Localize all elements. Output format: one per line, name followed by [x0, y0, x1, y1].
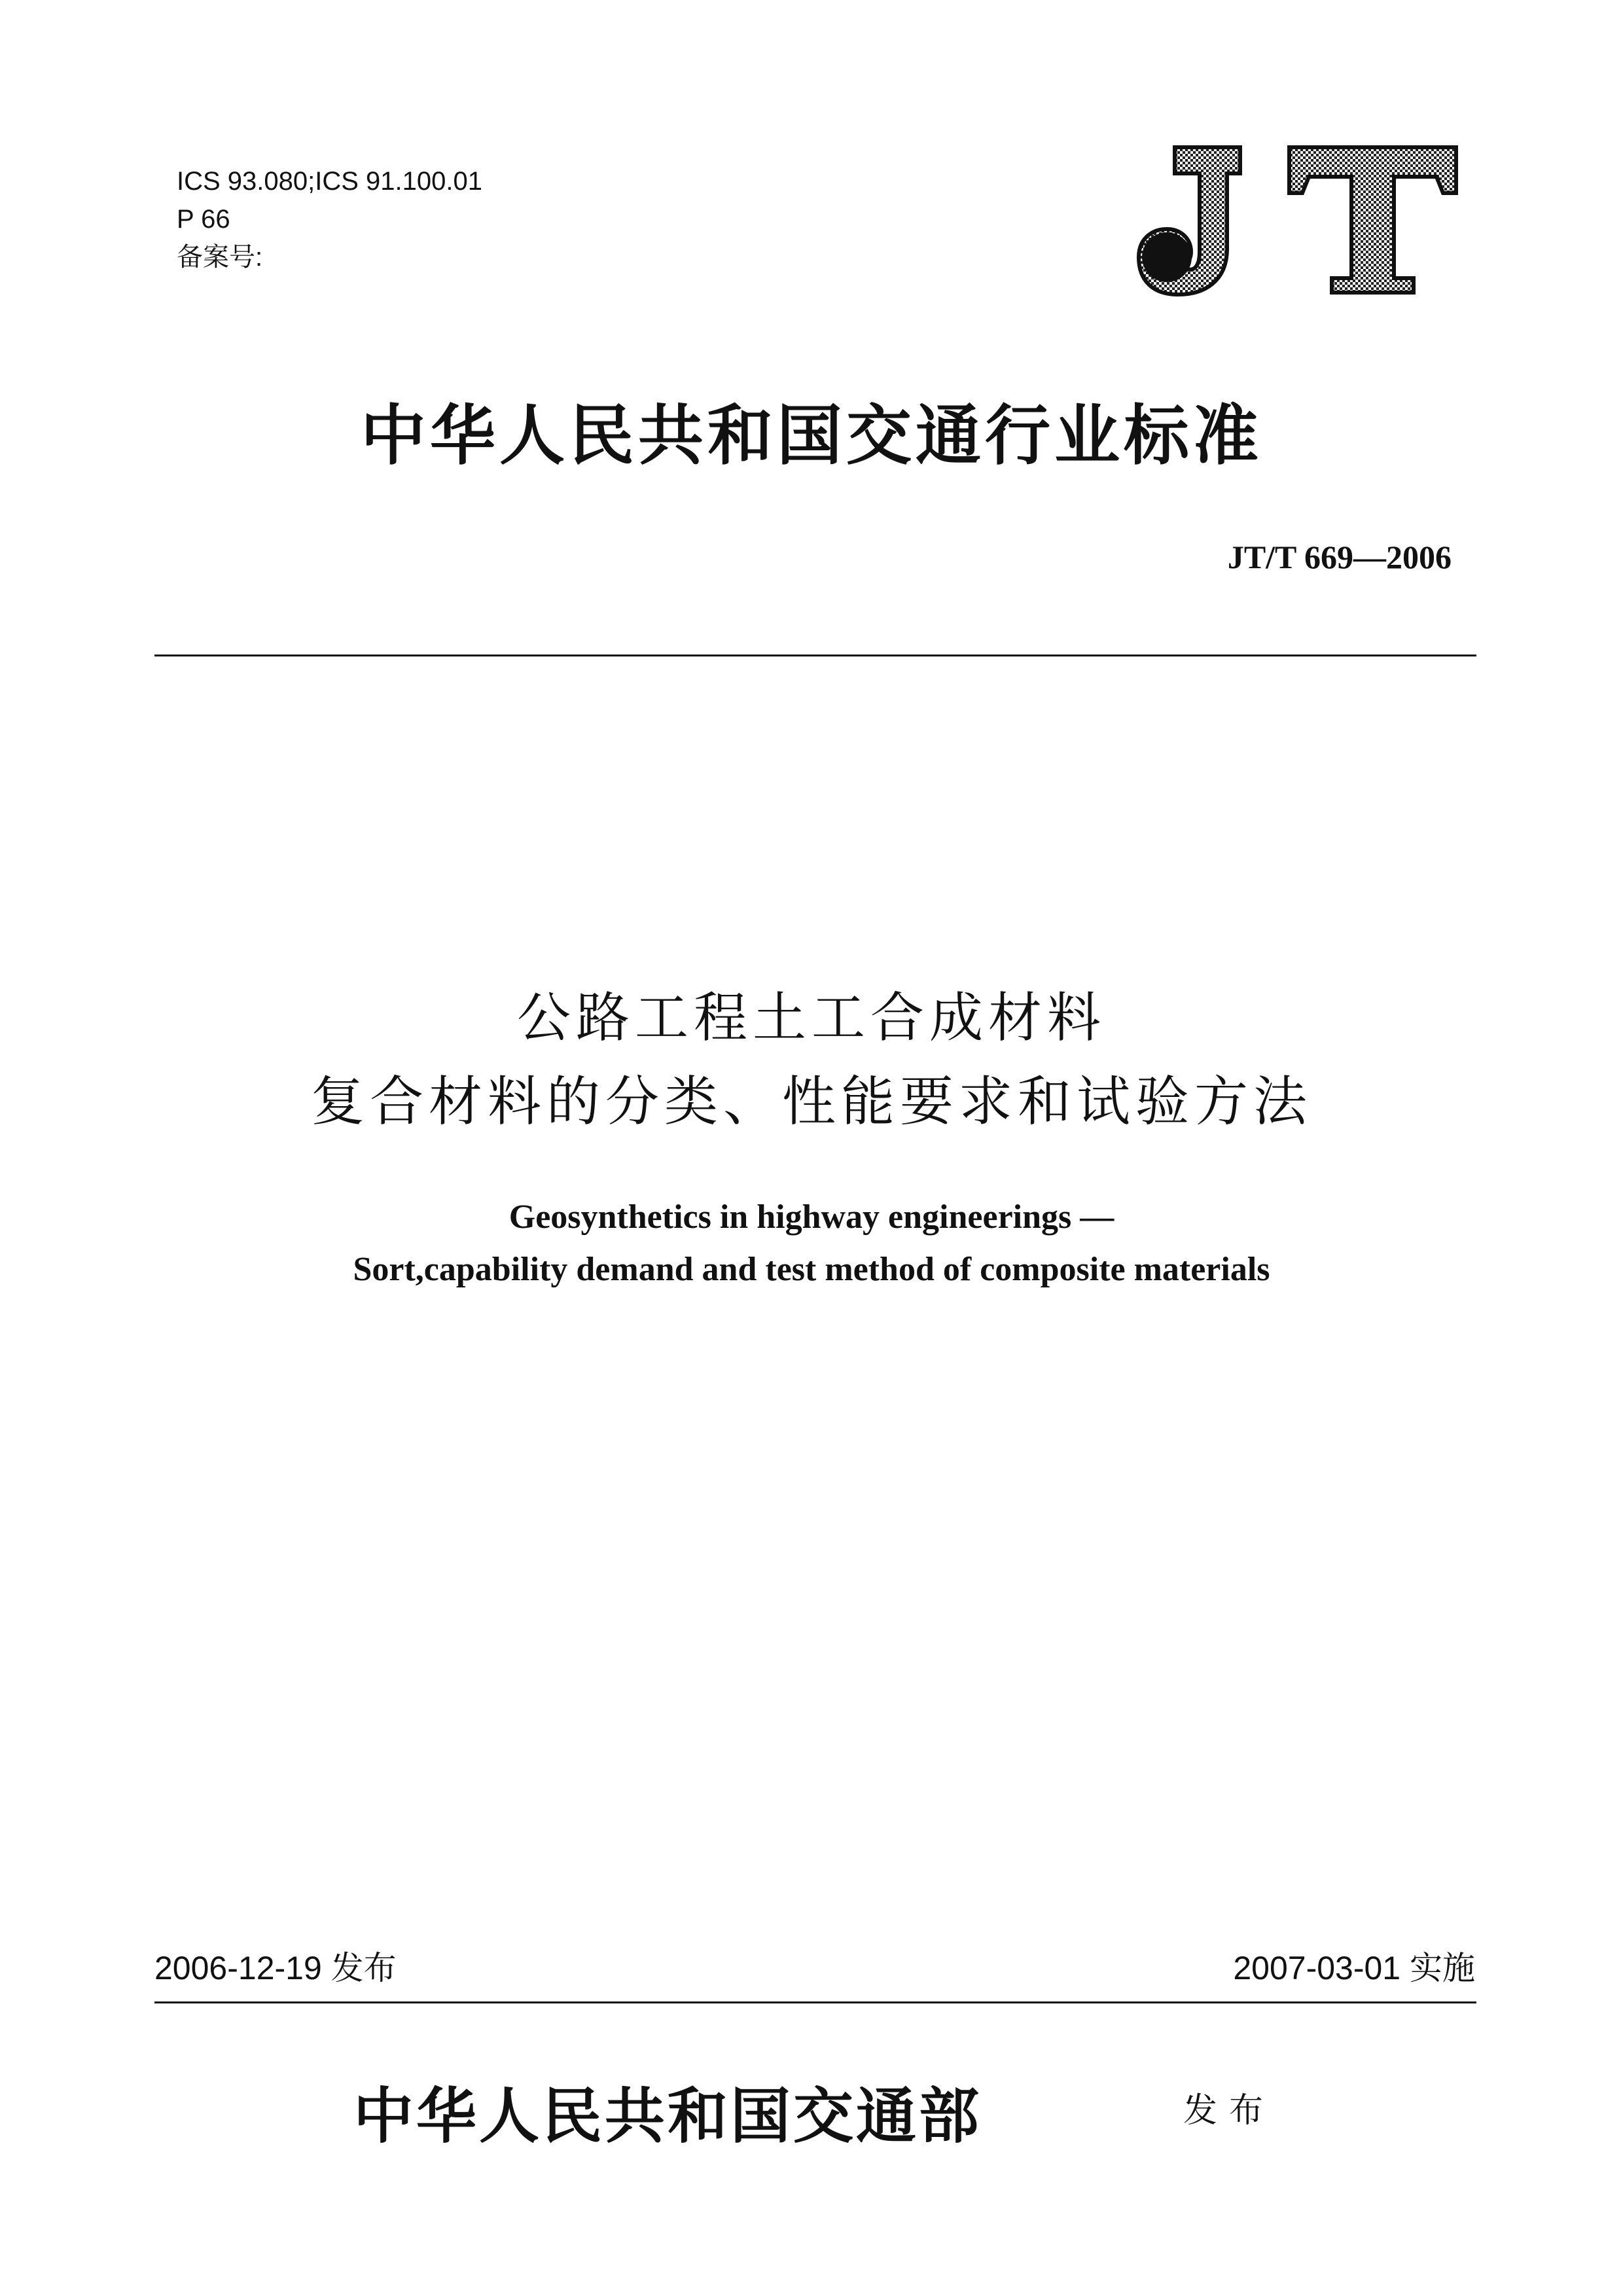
- filing-number-label: 备案号:: [177, 243, 263, 272]
- issuing-authority: 中华人民共和国交通部: [353, 2081, 982, 2151]
- classification-codes: [177, 162, 482, 276]
- logo-letter-j: [1139, 147, 1240, 295]
- issue-suffix: 发布: [1183, 2091, 1275, 2130]
- standard-number: JT/T 669—2006: [1227, 539, 1452, 575]
- footer-divider: [154, 2001, 1476, 2003]
- document-title-zh-line2: 复合材料的分类、性能要求和试验方法: [310, 1071, 1312, 1133]
- ccs-code: P 66: [177, 205, 230, 234]
- jt-logo: [1135, 141, 1463, 298]
- ics-code: ICS 93.080;ICS 91.100.01: [177, 167, 482, 196]
- standard-category-title: 中华人民共和国交通行业标准: [361, 397, 1262, 474]
- document-title-zh-line1: 公路工程土工合成材料: [516, 987, 1106, 1049]
- header-divider: [154, 655, 1476, 656]
- document-title-en-line1: Geosynthetics in highway engineerings —: [508, 1198, 1115, 1236]
- logo-letter-t: [1289, 147, 1456, 293]
- implementation-date: 2007-03-01 实施: [1233, 1950, 1475, 1986]
- issue-date: 2006-12-19 发布: [154, 1950, 397, 1986]
- document-title-en-line2: Sort,capability demand and test method of composite materials: [353, 1251, 1270, 1288]
